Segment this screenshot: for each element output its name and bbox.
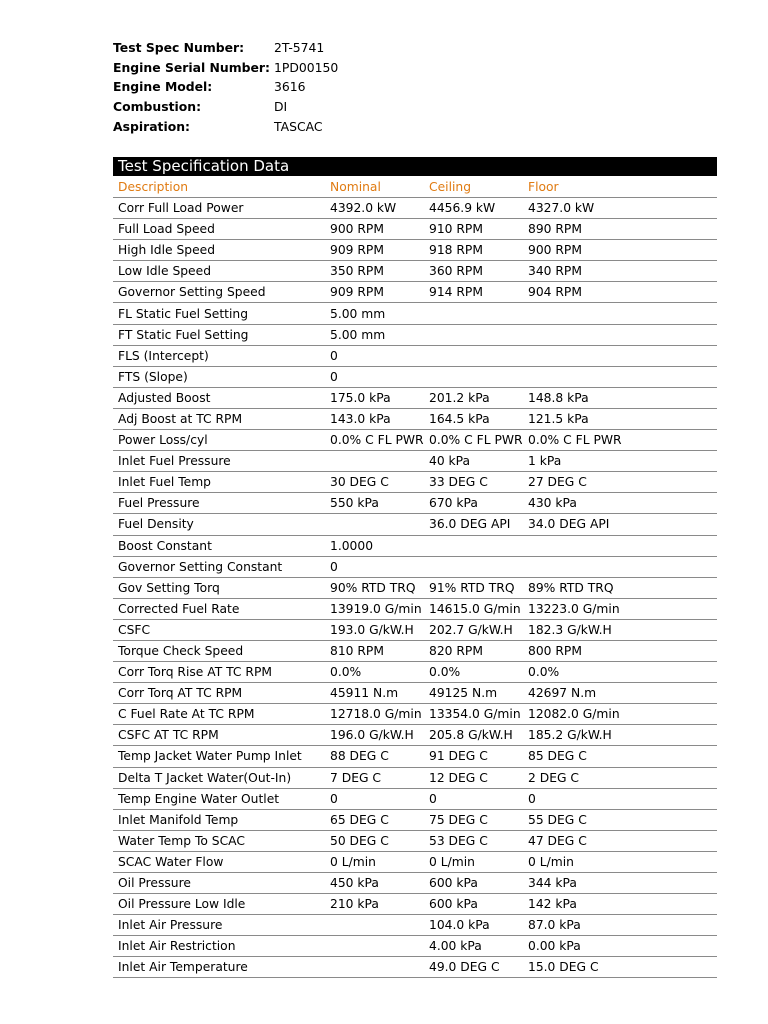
info-value: DI <box>274 99 288 115</box>
floor-cell: 182.3 G/kW.H <box>523 619 717 640</box>
nominal-cell: 30 DEG C <box>325 472 424 493</box>
nominal-cell: 900 RPM <box>325 219 424 240</box>
nominal-cell: 5.00 mm <box>325 324 424 345</box>
table-row <box>113 683 717 704</box>
description-cell: Governor Setting Constant <box>113 556 325 577</box>
floor-cell: 0 <box>523 788 717 809</box>
table-row <box>113 767 717 788</box>
nominal-cell: 196.0 G/kW.H <box>325 725 424 746</box>
info-value: 1PD00150 <box>274 59 339 75</box>
ceiling-cell: 53 DEG C <box>424 830 523 851</box>
description-cell: Governor Setting Speed <box>113 282 325 303</box>
description-cell: Inlet Fuel Pressure <box>113 451 325 472</box>
ceiling-cell: 0 <box>424 788 523 809</box>
table-row <box>113 430 717 451</box>
nominal-cell: 810 RPM <box>325 640 424 661</box>
ceiling-cell: 49.0 DEG C <box>424 957 523 978</box>
description-cell: Inlet Fuel Temp <box>113 472 325 493</box>
info-label: Engine Serial Number: <box>113 59 270 75</box>
table-row <box>113 640 717 661</box>
floor-cell: 800 RPM <box>523 640 717 661</box>
info-row <box>113 58 338 78</box>
ceiling-cell: 91% RTD TRQ <box>424 577 523 598</box>
table-row <box>113 788 717 809</box>
ceiling-cell: 820 RPM <box>424 640 523 661</box>
nominal-cell: 0 <box>325 788 424 809</box>
floor-cell <box>523 303 717 324</box>
floor-cell: 142 kPa <box>523 894 717 915</box>
ceiling-cell: 360 RPM <box>424 261 523 282</box>
floor-cell: 85 DEG C <box>523 746 717 767</box>
description-cell: Torque Check Speed <box>113 640 325 661</box>
table-row <box>113 472 717 493</box>
floor-cell: 121.5 kPa <box>523 408 717 429</box>
nominal-cell <box>325 451 424 472</box>
description-cell: Corr Torq AT TC RPM <box>113 683 325 704</box>
test-spec-section <box>113 157 717 978</box>
column-header-ceiling: Ceiling <box>424 176 523 198</box>
description-cell: Power Loss/cyl <box>113 430 325 451</box>
nominal-cell: 65 DEG C <box>325 809 424 830</box>
ceiling-cell: 49125 N.m <box>424 683 523 704</box>
description-cell: Low Idle Speed <box>113 261 325 282</box>
ceiling-cell: 104.0 kPa <box>424 915 523 936</box>
description-cell: High Idle Speed <box>113 240 325 261</box>
nominal-cell: 0.0% <box>325 662 424 683</box>
table-row <box>113 915 717 936</box>
table-row <box>113 809 717 830</box>
description-cell: Full Load Speed <box>113 219 325 240</box>
description-cell: Delta T Jacket Water(Out-In) <box>113 767 325 788</box>
nominal-cell: 1.0000 <box>325 535 424 556</box>
description-cell: Inlet Manifold Temp <box>113 809 325 830</box>
floor-cell: 904 RPM <box>523 282 717 303</box>
table-row <box>113 746 717 767</box>
description-cell: Inlet Air Restriction <box>113 936 325 957</box>
table-row <box>113 345 717 366</box>
table-row <box>113 873 717 894</box>
table-row <box>113 408 717 429</box>
floor-cell: 87.0 kPa <box>523 915 717 936</box>
floor-cell <box>523 324 717 345</box>
table-row <box>113 303 717 324</box>
table-row <box>113 493 717 514</box>
floor-cell: 89% RTD TRQ <box>523 577 717 598</box>
engine-info-header <box>113 38 338 136</box>
ceiling-cell: 13354.0 G/min <box>424 704 523 725</box>
nominal-cell: 88 DEG C <box>325 746 424 767</box>
ceiling-cell: 600 kPa <box>424 873 523 894</box>
floor-cell: 1 kPa <box>523 451 717 472</box>
ceiling-cell: 202.7 G/kW.H <box>424 619 523 640</box>
floor-cell: 340 RPM <box>523 261 717 282</box>
floor-cell: 27 DEG C <box>523 472 717 493</box>
description-cell: C Fuel Rate At TC RPM <box>113 704 325 725</box>
table-row <box>113 387 717 408</box>
floor-cell: 148.8 kPa <box>523 387 717 408</box>
description-cell: Oil Pressure Low Idle <box>113 894 325 915</box>
description-cell: FTS (Slope) <box>113 366 325 387</box>
nominal-cell: 450 kPa <box>325 873 424 894</box>
ceiling-cell <box>424 345 523 366</box>
floor-cell: 900 RPM <box>523 240 717 261</box>
description-cell: Inlet Air Pressure <box>113 915 325 936</box>
table-row <box>113 556 717 577</box>
ceiling-cell: 33 DEG C <box>424 472 523 493</box>
description-cell: Oil Pressure <box>113 873 325 894</box>
ceiling-cell: 670 kPa <box>424 493 523 514</box>
info-label: Combustion: <box>113 99 202 115</box>
floor-cell: 344 kPa <box>523 873 717 894</box>
description-cell: Corr Torq Rise AT TC RPM <box>113 662 325 683</box>
nominal-cell <box>325 957 424 978</box>
floor-cell <box>523 366 717 387</box>
description-cell: Boost Constant <box>113 535 325 556</box>
nominal-cell: 0 L/min <box>325 851 424 872</box>
nominal-cell: 0 <box>325 345 424 366</box>
nominal-cell <box>325 936 424 957</box>
table-row <box>113 535 717 556</box>
description-cell: FT Static Fuel Setting <box>113 324 325 345</box>
ceiling-cell: 0 L/min <box>424 851 523 872</box>
info-value: 2T-5741 <box>274 40 325 55</box>
description-cell: SCAC Water Flow <box>113 851 325 872</box>
description-cell: Temp Jacket Water Pump Inlet <box>113 746 325 767</box>
ceiling-cell: 14615.0 G/min <box>424 598 523 619</box>
floor-cell: 15.0 DEG C <box>523 957 717 978</box>
nominal-cell: 0 <box>325 366 424 387</box>
description-cell: Corrected Fuel Rate <box>113 598 325 619</box>
description-cell: FLS (Intercept) <box>113 345 325 366</box>
nominal-cell <box>325 915 424 936</box>
floor-cell: 34.0 DEG API <box>523 514 717 535</box>
description-cell: Fuel Pressure <box>113 493 325 514</box>
nominal-cell: 909 RPM <box>325 240 424 261</box>
table-row <box>113 324 717 345</box>
ceiling-cell: 12 DEG C <box>424 767 523 788</box>
nominal-cell: 5.00 mm <box>325 303 424 324</box>
ceiling-cell: 0.0% C FL PWR <box>424 430 523 451</box>
table-row <box>113 282 717 303</box>
ceiling-cell: 91 DEG C <box>424 746 523 767</box>
floor-cell: 47 DEG C <box>523 830 717 851</box>
table-row <box>113 261 717 282</box>
nominal-cell <box>325 514 424 535</box>
floor-cell: 0.0% <box>523 662 717 683</box>
description-cell: Adjusted Boost <box>113 387 325 408</box>
column-header-nominal: Nominal <box>325 176 424 198</box>
table-row <box>113 366 717 387</box>
description-cell: Inlet Air Temperature <box>113 957 325 978</box>
ceiling-cell: 75 DEG C <box>424 809 523 830</box>
description-cell: FL Static Fuel Setting <box>113 303 325 324</box>
description-cell: Adj Boost at TC RPM <box>113 408 325 429</box>
ceiling-cell: 201.2 kPa <box>424 387 523 408</box>
column-header-description: Description <box>113 176 325 198</box>
table-row <box>113 598 717 619</box>
description-cell: CSFC AT TC RPM <box>113 725 325 746</box>
table-row <box>113 240 717 261</box>
ceiling-cell <box>424 366 523 387</box>
description-cell: CSFC <box>113 619 325 640</box>
ceiling-cell <box>424 535 523 556</box>
ceiling-cell <box>424 303 523 324</box>
table-row <box>113 662 717 683</box>
table-row <box>113 957 717 978</box>
nominal-cell: 193.0 G/kW.H <box>325 619 424 640</box>
floor-cell <box>523 535 717 556</box>
ceiling-cell: 914 RPM <box>424 282 523 303</box>
ceiling-cell: 4.00 kPa <box>424 936 523 957</box>
nominal-cell: 4392.0 kW <box>325 198 424 219</box>
info-value: TASCAC <box>274 118 323 134</box>
ceiling-cell: 164.5 kPa <box>424 408 523 429</box>
info-row <box>113 97 338 117</box>
description-cell: Corr Full Load Power <box>113 198 325 219</box>
floor-cell: 42697 N.m <box>523 683 717 704</box>
nominal-cell: 90% RTD TRQ <box>325 577 424 598</box>
ceiling-cell: 4456.9 kW <box>424 198 523 219</box>
info-row <box>113 38 338 58</box>
nominal-cell: 210 kPa <box>325 894 424 915</box>
nominal-cell: 50 DEG C <box>325 830 424 851</box>
info-label: Test Spec Number: <box>113 40 245 55</box>
nominal-cell: 7 DEG C <box>325 767 424 788</box>
floor-cell: 430 kPa <box>523 493 717 514</box>
nominal-cell: 0 <box>325 556 424 577</box>
nominal-cell: 12718.0 G/min <box>325 704 424 725</box>
ceiling-cell: 205.8 G/kW.H <box>424 725 523 746</box>
floor-cell: 2 DEG C <box>523 767 717 788</box>
table-row <box>113 704 717 725</box>
floor-cell: 185.2 G/kW.H <box>523 725 717 746</box>
table-row <box>113 451 717 472</box>
ceiling-cell <box>424 556 523 577</box>
description-cell: Gov Setting Torq <box>113 577 325 598</box>
description-cell: Water Temp To SCAC <box>113 830 325 851</box>
nominal-cell: 0.0% C FL PWR <box>325 430 424 451</box>
table-row <box>113 894 717 915</box>
floor-cell: 0.00 kPa <box>523 936 717 957</box>
info-row <box>113 77 338 97</box>
floor-cell <box>523 556 717 577</box>
nominal-cell: 143.0 kPa <box>325 408 424 429</box>
table-row <box>113 619 717 640</box>
table-row <box>113 219 717 240</box>
column-header-floor: Floor <box>523 176 717 198</box>
table-row <box>113 830 717 851</box>
nominal-cell: 550 kPa <box>325 493 424 514</box>
floor-cell <box>523 345 717 366</box>
ceiling-cell: 918 RPM <box>424 240 523 261</box>
spec-table <box>113 176 717 978</box>
table-row <box>113 851 717 872</box>
ceiling-cell: 40 kPa <box>424 451 523 472</box>
table-row <box>113 936 717 957</box>
nominal-cell: 13919.0 G/min <box>325 598 424 619</box>
info-label: Aspiration: <box>113 118 191 134</box>
nominal-cell: 909 RPM <box>325 282 424 303</box>
description-cell: Fuel Density <box>113 514 325 535</box>
nominal-cell: 45911 N.m <box>325 683 424 704</box>
floor-cell: 890 RPM <box>523 219 717 240</box>
floor-cell: 55 DEG C <box>523 809 717 830</box>
floor-cell: 4327.0 kW <box>523 198 717 219</box>
floor-cell: 0.0% C FL PWR <box>523 430 717 451</box>
table-row <box>113 725 717 746</box>
table-row <box>113 577 717 598</box>
ceiling-cell: 36.0 DEG API <box>424 514 523 535</box>
nominal-cell: 350 RPM <box>325 261 424 282</box>
info-label: Engine Model: <box>113 79 213 95</box>
table-row <box>113 514 717 535</box>
ceiling-cell: 600 kPa <box>424 894 523 915</box>
table-row <box>113 198 717 219</box>
info-row <box>113 117 338 137</box>
ceiling-cell <box>424 324 523 345</box>
ceiling-cell: 910 RPM <box>424 219 523 240</box>
nominal-cell: 175.0 kPa <box>325 387 424 408</box>
section-title: Test Specification Data <box>113 157 717 176</box>
description-cell: Temp Engine Water Outlet <box>113 788 325 809</box>
info-value: 3616 <box>274 79 306 95</box>
floor-cell: 12082.0 G/min <box>523 704 717 725</box>
ceiling-cell: 0.0% <box>424 662 523 683</box>
floor-cell: 13223.0 G/min <box>523 598 717 619</box>
table-header-row <box>113 176 717 198</box>
floor-cell: 0 L/min <box>523 851 717 872</box>
